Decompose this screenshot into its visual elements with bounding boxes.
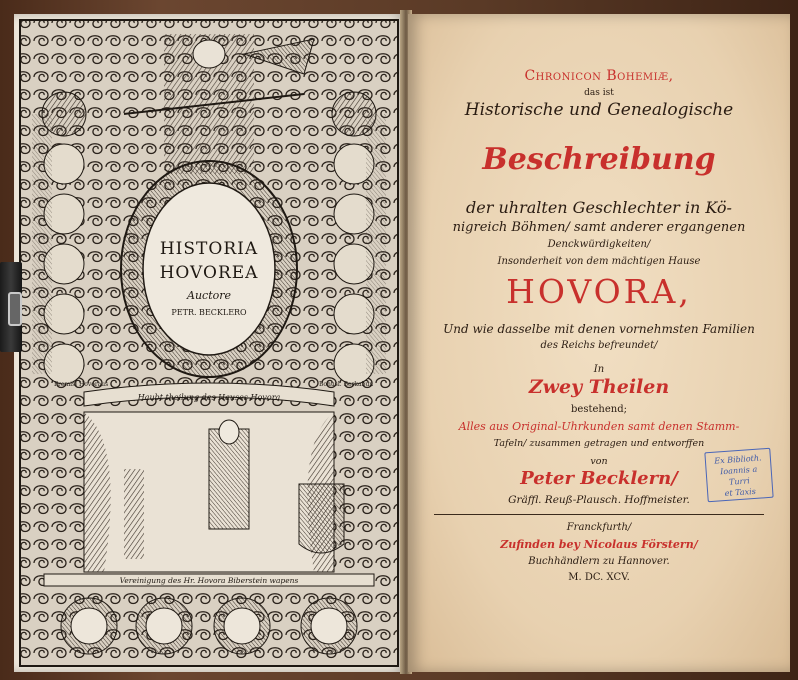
- library-stamp: [704, 448, 773, 502]
- title-line-boehmen: nigreich Böhmen/ samt anderer ergangenen: [452, 220, 746, 235]
- stamp-line-1: Ex Biblioth.: [714, 453, 762, 466]
- title-page: [408, 14, 790, 672]
- title-line-author: Peter Becklern/: [520, 468, 678, 489]
- imprint-bookseller: Buchhändlern zu Hannover.: [528, 556, 670, 567]
- scroll-label-left: Premisl Hovoraus: [54, 381, 109, 388]
- title-line-chronicon: Chronicon Bohemiæ,: [524, 68, 674, 84]
- title-line-von: von: [590, 456, 608, 467]
- title-line-hovora: HOVORA,: [506, 272, 692, 311]
- title-line-original: Alles aus Original-Uhrkunden samt denen Stamm-: [458, 420, 740, 433]
- imprint-publisher: Zufinden bey Nicolaus Förstern/: [500, 538, 698, 551]
- coat-of-arms: [299, 484, 344, 553]
- stamp-line-3: et Taxis: [724, 486, 757, 499]
- cartouche-author: PETR. BECKLERO: [171, 308, 247, 317]
- imprint-year: M. DC. XCV.: [568, 572, 630, 583]
- title-line-bestehend: bestehend;: [571, 404, 627, 415]
- frontispiece-page: [14, 14, 404, 672]
- cartouche-title-1: HISTORIA: [159, 239, 259, 259]
- title-line-in: In: [593, 364, 605, 375]
- cartouche-title-2: HOVOREA: [159, 263, 259, 283]
- imprint-city: Franckfurth/: [566, 522, 632, 533]
- frontispiece-engraving: [14, 14, 404, 672]
- banner-top-text: Haubt theilung des Hauses Hovora: [137, 393, 281, 402]
- cartouche-auctore: Auctore: [187, 289, 231, 302]
- title-line-hoffmeister: Gräffl. Reuß-Plausch. Hoffmeister.: [508, 494, 690, 506]
- title-line-tafeln: Tafeln/ zusammen getragen und entworffen: [493, 438, 705, 449]
- imprint-rule: [434, 514, 764, 515]
- banner-bottom-text: Vereinigung des Hr. Hovora Biberstein wapens: [119, 576, 299, 585]
- title-line-geschlechter: der uhralten Geschlechter in Kö-: [466, 198, 732, 217]
- title-line-historische: Historische und Genealogische: [464, 100, 734, 120]
- title-line-reichs: des Reichs befreundet/: [540, 340, 658, 351]
- title-line-das-ist: das ist: [584, 88, 614, 98]
- strap-clasp: [8, 292, 22, 326]
- scroll-label-right: Bohusl. Berkabun: [319, 381, 374, 388]
- title-line-beschreibung: Beschreibung: [482, 142, 716, 177]
- title-line-familien: Und wie dasselbe mit denen vornehmsten Familien: [443, 322, 755, 336]
- title-line-denckwuerdigkeiten: Denckwürdigkeiten/: [547, 239, 651, 250]
- standing-figure: [124, 469, 144, 559]
- title-line-zwey-theilen: Zwey Theilen: [528, 376, 670, 398]
- title-line-insonderheit: Insonderheit von dem mächtigen Hause: [497, 256, 701, 267]
- stamp-line-2: Ioannis a Turri: [719, 464, 758, 487]
